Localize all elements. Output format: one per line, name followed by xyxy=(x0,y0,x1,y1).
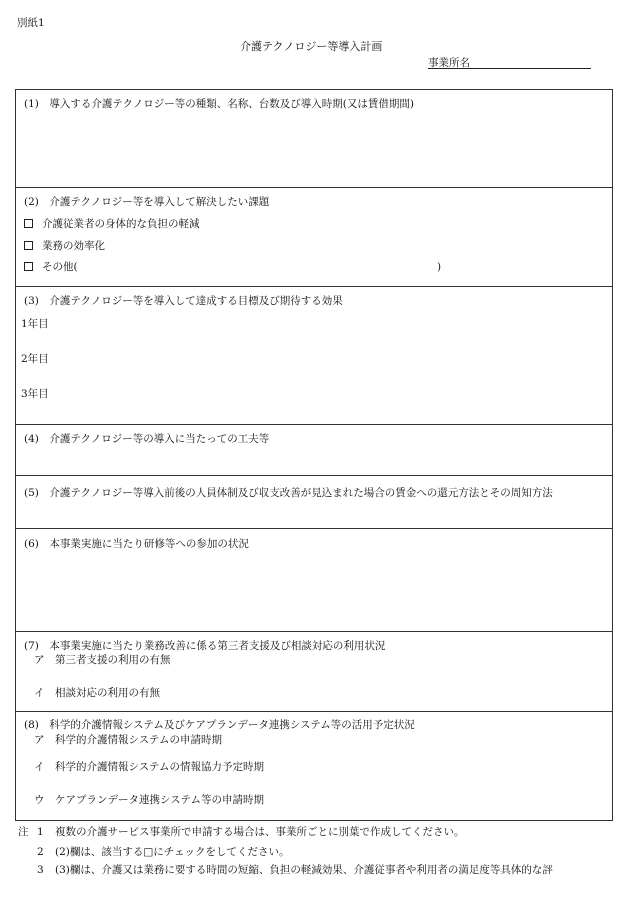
section-4-heading: (4) 介護テクノロジー等の導入に当たっての工夫等 xyxy=(24,433,270,445)
option-label: 介護従業者の身体的な負担の軽減 xyxy=(42,218,200,230)
checkbox[interactable] xyxy=(24,241,33,250)
section-7-item-a: ア 第三者支援の利用の有無 xyxy=(34,654,171,666)
section-7-heading: (7) 本事業実施に当たり業務改善に係る第三者支援及び相談対応の利用状況 xyxy=(24,640,386,652)
page-title: 介護テクノロジー等導入計画 xyxy=(240,40,383,53)
option-label: その他( xyxy=(42,261,78,273)
option-physical-burden[interactable] xyxy=(24,218,200,231)
section-7 xyxy=(16,632,612,712)
plan-form xyxy=(15,89,613,821)
option-efficiency[interactable] xyxy=(24,240,105,253)
year-1-label: 1年目 xyxy=(21,318,49,330)
section-5 xyxy=(16,476,612,529)
section-5-heading: (5) 介護テクノロジー等導入前後の人員体制及び収支改善が見込まれた場合の賃金への還元方法とその周知方法 xyxy=(24,487,553,499)
note-1-text: 複数の介護サービス事業所で申請する場合は、事業所ごとに別葉で作成してください。 xyxy=(55,826,465,838)
note-2-number: 2 xyxy=(37,846,44,858)
checkbox[interactable] xyxy=(24,219,33,228)
section-4 xyxy=(16,425,612,476)
section-6-heading: (6) 本事業実施に当たり研修等への参加の状況 xyxy=(24,538,249,550)
note-3-number: 3 xyxy=(37,864,44,876)
checkbox[interactable] xyxy=(24,262,33,271)
section-8-item-c: ウ ケアプランデータ連携システム等の申請時期 xyxy=(34,794,264,806)
section-7-item-b: イ 相談対応の利用の有無 xyxy=(34,687,160,699)
note-1-number: 1 xyxy=(37,826,44,838)
section-6 xyxy=(16,529,612,632)
section-1-heading: (1) 導入する介護テクノロジー等の種類、名称、台数及び導入時期(又は賃借期間) xyxy=(24,98,414,110)
notes-label: 注 xyxy=(18,826,29,838)
note-3-text: (3)欄は、介護又は業務に要する時間の短縮、負担の軽減効果、介護従事者や利用者の満足度等具体的な評 xyxy=(55,864,553,876)
office-name-field[interactable] xyxy=(428,68,591,69)
section-8-heading: (8) 科学的介護情報システム及びケアプランデータ連携システム等の活用予定状況 xyxy=(24,719,415,731)
section-2 xyxy=(16,188,612,287)
section-2-heading: (2) 介護テクノロジー等を導入して解決したい課題 xyxy=(24,196,270,208)
option-other-close: ) xyxy=(437,261,442,273)
section-3-heading: (3) 介護テクノロジー等を導入して達成する目標及び期待する効果 xyxy=(24,295,343,307)
section-1 xyxy=(16,90,612,188)
year-2-label: 2年目 xyxy=(21,353,49,365)
section-3 xyxy=(16,287,612,425)
attachment-label: 別紙1 xyxy=(17,17,45,29)
section-8 xyxy=(16,712,612,822)
note-2-text: (2)欄は、該当する□にチェックをしてください。 xyxy=(55,846,290,858)
option-other[interactable] xyxy=(24,261,78,274)
section-8-item-a: ア 科学的介護情報システムの申請時期 xyxy=(34,734,222,746)
option-label: 業務の効率化 xyxy=(42,240,105,252)
year-3-label: 3年目 xyxy=(21,388,49,400)
section-8-item-b: イ 科学的介護情報システムの情報協力予定時期 xyxy=(34,761,264,773)
office-name-label: 事業所名 xyxy=(428,57,470,69)
